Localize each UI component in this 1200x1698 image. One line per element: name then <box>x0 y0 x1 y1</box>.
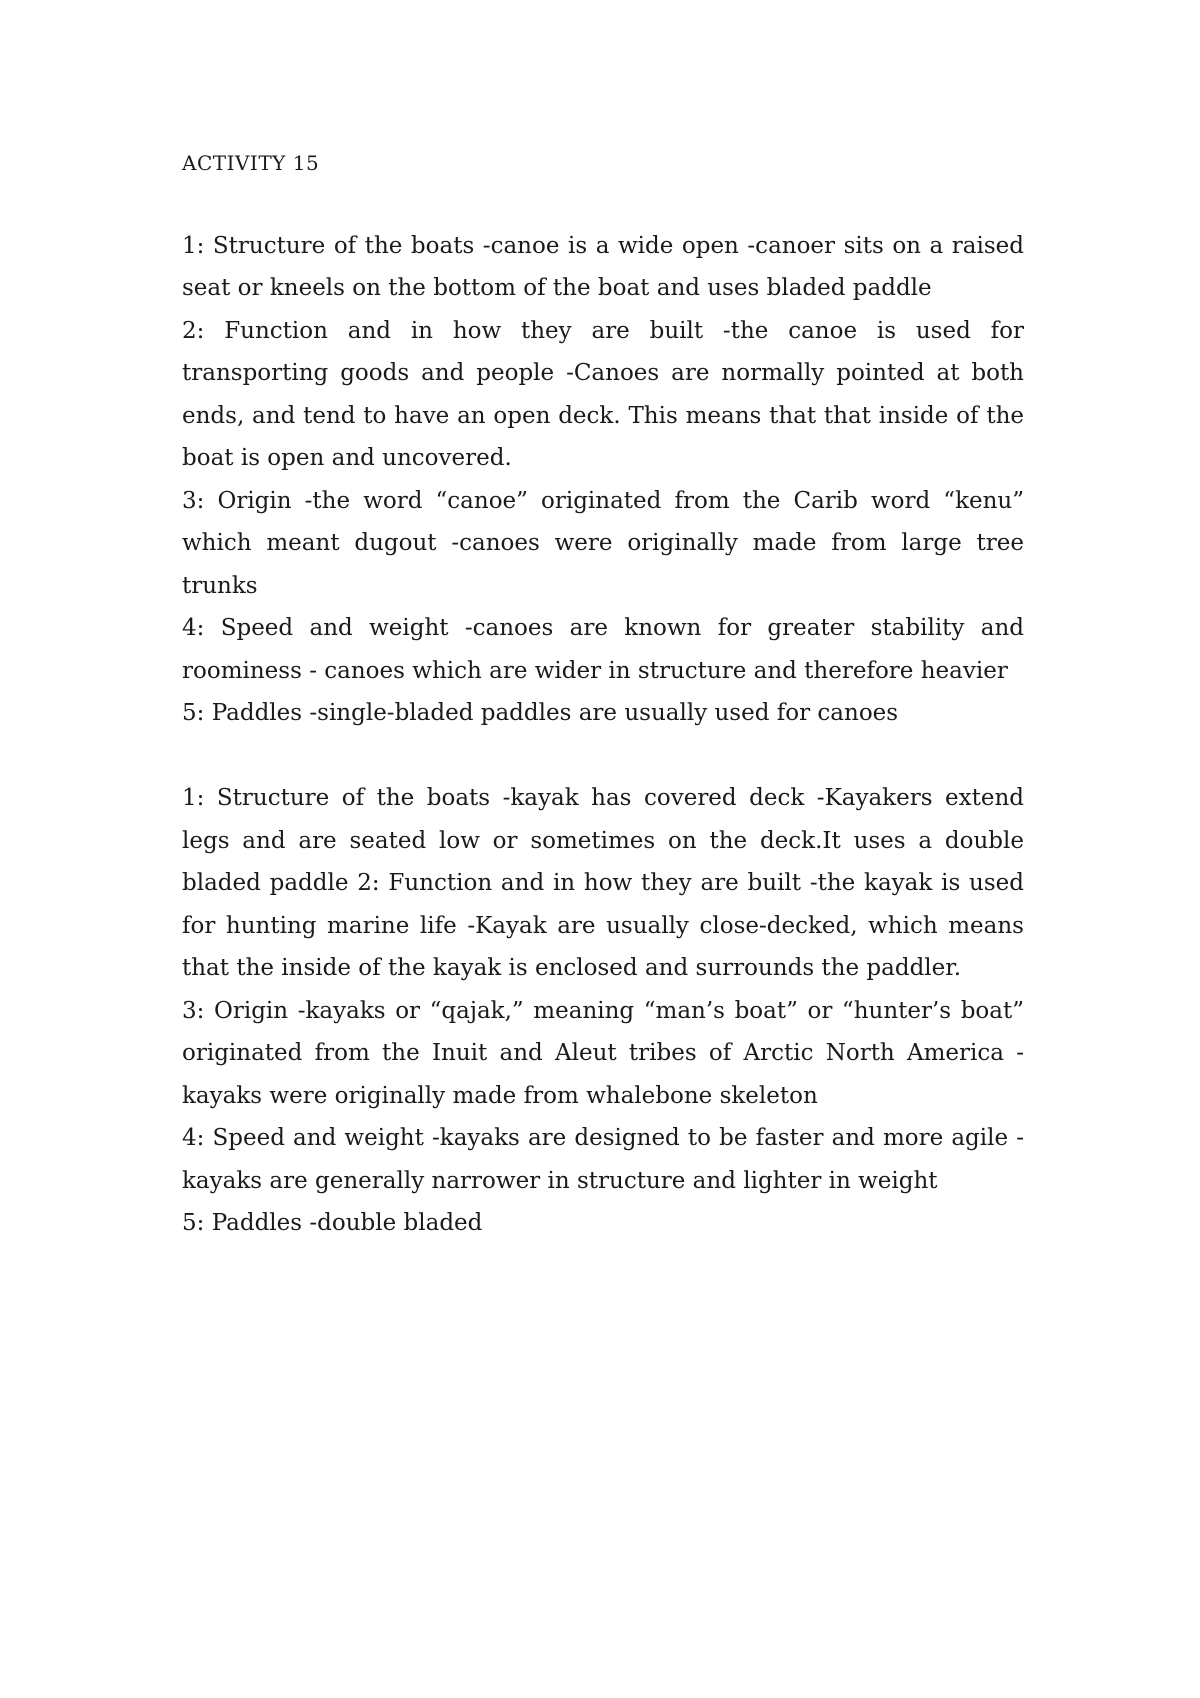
section-spacer <box>182 735 1024 778</box>
canoe-point-function: 2: Function and in how they are built -the canoe is used for transporting goods and people -Canoes are normally pointed at both ends, and tend to have an open deck. This means that that inside of the boat is open and uncovered. <box>182 317 1024 471</box>
kayak-point-origin: 3: Origin -kayaks or “qajak,” meaning “man’s boat” or “hunter’s boat” originated from the Inuit and Aleut tribes of Arctic North America -kayaks were originally made from whalebone skeleton <box>182 997 1024 1109</box>
document-body <box>182 142 1024 1245</box>
document-title: ACTIVITY 15 <box>182 151 320 175</box>
canoe-point-structure: 1: Structure of the boats -canoe is a wide open -canoer sits on a raised seat or kneels on the bottom of the boat and uses bladed paddle <box>182 232 1024 301</box>
kayak-point-paddles: 5: Paddles -double bladed <box>182 1210 483 1236</box>
canoe-point-speed-weight: 4: Speed and weight -canoes are known for greater stability and roominess - canoes which are wider in structure and therefore heavier <box>182 615 1024 684</box>
kayak-section <box>182 777 1024 1245</box>
kayak-point-speed-weight: 4: Speed and weight -kayaks are designed to be faster and more agile -kayaks are generally narrower in structure and lighter in weight <box>182 1125 1024 1194</box>
canoe-point-paddles: 5: Paddles -single-bladed paddles are usually used for canoes <box>182 700 899 726</box>
kayak-point-structure-function: 1: Structure of the boats -kayak has covered deck -Kayakers extend legs and are seated low or sometimes on the deck.It uses a double bladed paddle 2: Function and in how they are built -the kayak is used for hunting marine life -Kayak are usually close-decked, which means that the inside of the kayak is enclosed and surrounds the paddler. <box>182 785 1024 981</box>
canoe-point-origin: 3: Origin -the word “canoe” originated from the Carib word “kenu” which meant dugout -canoes were originally made from large tree trunks <box>182 487 1024 599</box>
canoe-section <box>182 225 1024 735</box>
